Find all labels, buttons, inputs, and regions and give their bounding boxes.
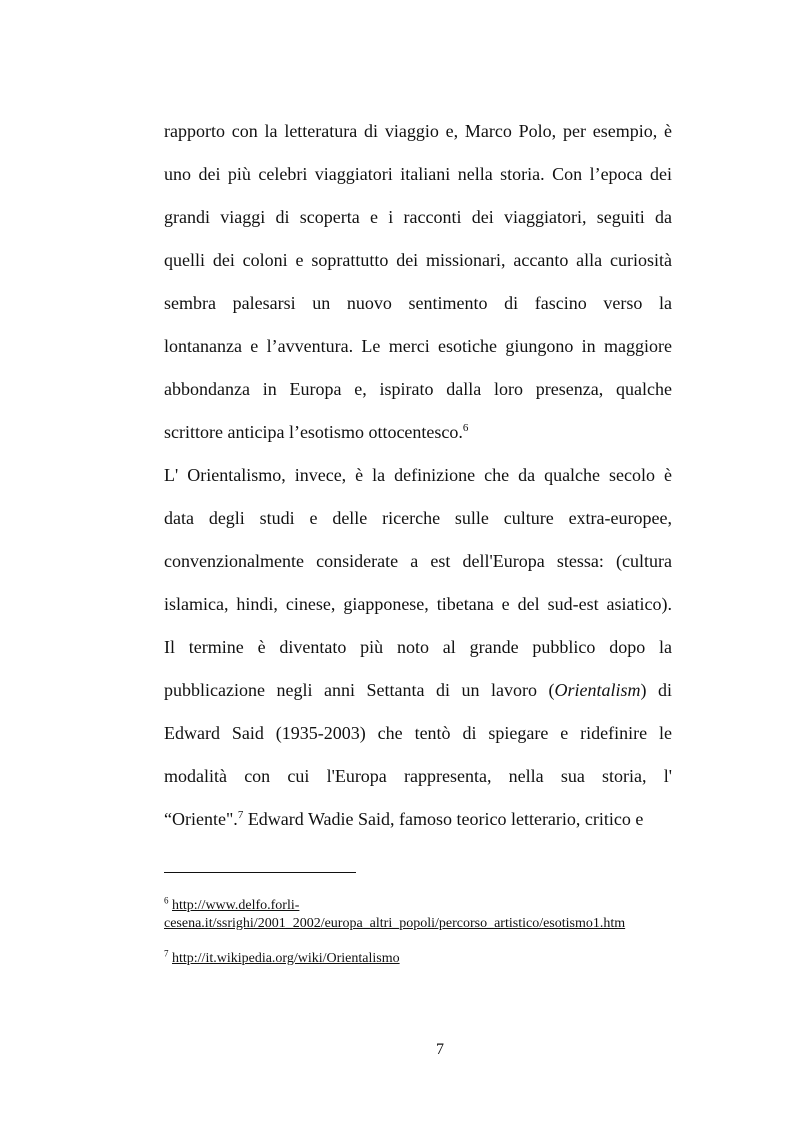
body-line-7: abbondanza in Europa e, ispirato dalla loro presenza, qualche: [164, 379, 672, 399]
body-line-4: quelli dei coloni e soprattutto dei missionari, accanto alla curiosità: [164, 250, 672, 270]
body-line-15: Edward Said (1935-2003) che tentò di spiegare e ridefinire le: [164, 723, 672, 743]
footnote-7-link[interactable]: http://it.wikipedia.org/wiki/Orientalismo: [172, 951, 400, 966]
footnote-6: [164, 897, 299, 915]
body-line-14-end: ) di: [640, 680, 673, 700]
footnote-6-continued: [164, 915, 625, 933]
footnote-7: [164, 950, 400, 968]
body-line-8-text: scrittore anticipa l’esotismo ottocentesco.: [164, 422, 463, 442]
footnote-6-link-part1[interactable]: http://www.delfo.forli-: [172, 898, 300, 913]
body-line-12: islamica, hindi, cinese, giapponese, tibetana e del sud-est asiatico).: [164, 594, 672, 614]
body-line-5: sembra palesarsi un nuovo sentimento di fascino verso la: [164, 293, 672, 313]
body-line-10: data degli studi e delle ricerche sulle culture extra-europee,: [164, 508, 672, 528]
body-line-6: lontananza e l’avventura. Le merci esotiche giungono in maggiore: [164, 336, 672, 356]
body-line-11: convenzionalmente considerate a est dell'Europa stessa: (cultura: [164, 551, 672, 571]
body-line-16: modalità con cui l'Europa rappresenta, nella sua storia, l': [164, 766, 672, 786]
body-line-13: Il termine è diventato più noto al grande pubblico dopo la: [164, 637, 672, 657]
body-line-17-start: “Oriente".: [164, 809, 238, 829]
body-line-14: [164, 679, 672, 701]
body-line-3: grandi viaggi di scoperta e i racconti dei viaggiatori, seguiti da: [164, 207, 672, 227]
footnote-6-number: 6: [164, 895, 169, 906]
body-line-8: [164, 421, 672, 443]
footnote-ref-6[interactable]: 6: [462, 422, 469, 434]
body-line-14-text: pubblicazione negli anni Settanta di un lavoro (: [164, 680, 555, 700]
footnote-ref-7[interactable]: 7: [237, 809, 244, 821]
footnote-separator: [164, 872, 356, 873]
body-line-1: rapporto con la letteratura di viaggio e, Marco Polo, per esempio, è: [164, 121, 672, 141]
page-number: 7: [436, 1041, 444, 1058]
orientalism-title: Orientalism: [554, 680, 641, 700]
body-line-2: uno dei più celebri viaggiatori italiani nella storia. Con l’epoca dei: [164, 164, 672, 184]
footnote-6-link-part2[interactable]: cesena.it/ssrighi/2001_2002/europa_altri_popoli/percorso_artistico/esotismo1.htm: [164, 916, 626, 931]
body-line-17-end: Edward Wadie Said, famoso teorico letterario, critico e: [243, 809, 644, 829]
body-line-17: [164, 808, 672, 830]
footnote-7-number: 7: [164, 948, 169, 959]
body-line-9: L' Orientalismo, invece, è la definizione che da qualche secolo è: [164, 465, 672, 485]
